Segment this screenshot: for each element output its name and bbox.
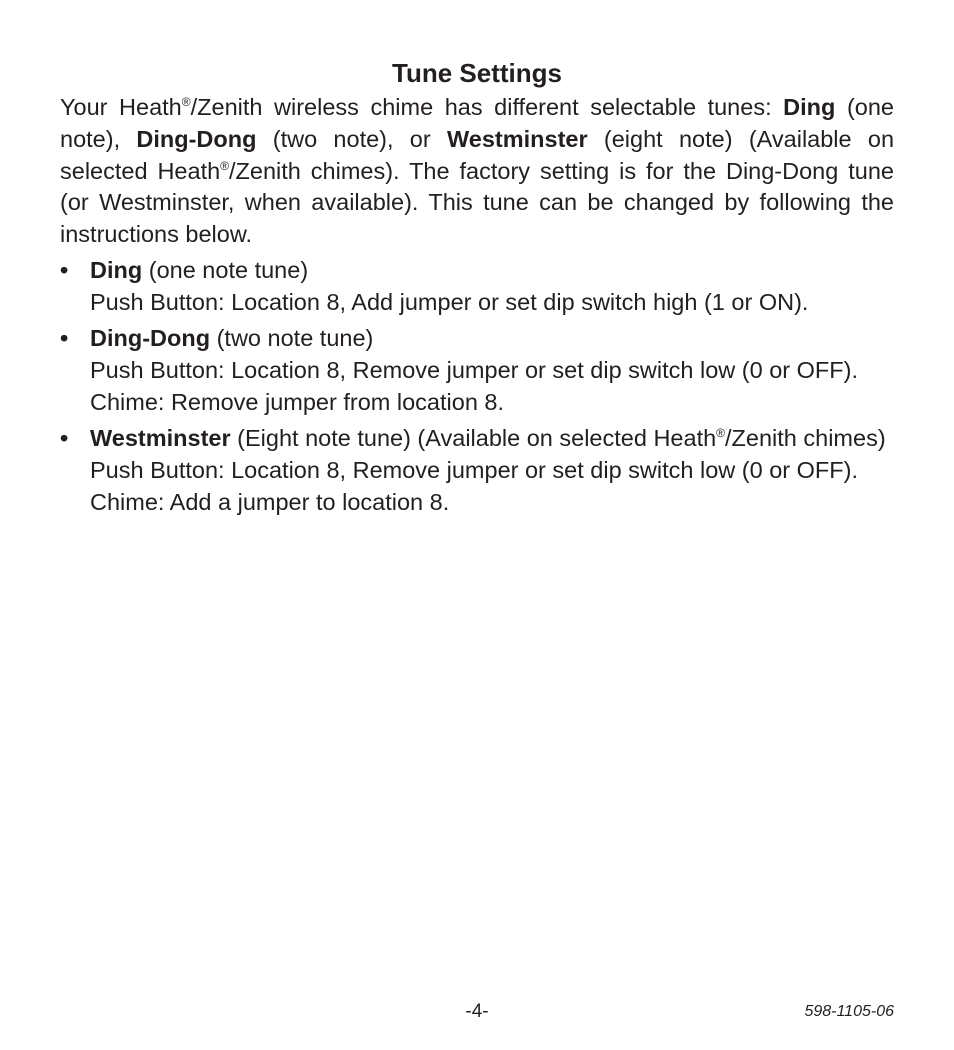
push-button-instruction: Push Button: Location 8, Remove jumper or set dip switch low (0 or OFF).	[90, 456, 858, 483]
tune-description: (Eight note tune) (Available on selected Heath	[230, 424, 717, 451]
chime-instruction: Chime: Remove jumper from location 8.	[90, 388, 505, 415]
registered-mark: ®	[716, 425, 726, 440]
tune-description: (two note tune)	[210, 325, 374, 352]
tune-name: Ding	[90, 256, 143, 283]
intro-text-5: (eight note) (Available on selected Heath	[60, 125, 895, 184]
chime-instruction: Chime: Add a jumper to location 8.	[90, 488, 450, 515]
tune-heading	[90, 255, 894, 287]
intro-text-1: Your Heath	[60, 94, 182, 120]
tune-heading	[90, 423, 894, 455]
intro-text-2: /Zenith wireless chime has different selectable tunes:	[190, 94, 784, 120]
intro-text-4: (two note), or	[256, 125, 447, 152]
bullet-icon: •	[60, 424, 69, 451]
registered-mark: ®	[220, 158, 230, 173]
tune-name: Ding-Dong	[90, 325, 211, 352]
push-button-instruction: Push Button: Location 8, Add jumper or set dip switch high (1 or ON).	[90, 288, 809, 315]
page-number: -4-	[465, 1001, 489, 1022]
page-title: Tune Settings	[392, 58, 562, 88]
document-page	[60, 54, 894, 523]
bullet-icon: •	[60, 256, 69, 283]
intro-ding: Ding	[783, 94, 836, 120]
intro-westminster: Westminster	[447, 125, 588, 152]
document-number: 598-1105-06	[804, 1003, 894, 1020]
registered-mark: ®	[181, 95, 191, 109]
list-item-westminster	[60, 423, 894, 518]
tune-list	[60, 255, 894, 518]
intro-text-6: /Zenith chimes). The factory setting is for the Ding-Dong tune (or Westminster, when available). This tune can be changed by following the instructions below.	[60, 157, 894, 248]
tune-name: Westminster	[90, 424, 231, 451]
intro-paragraph	[60, 92, 894, 251]
bullet-icon: •	[60, 325, 69, 352]
list-item-ding	[60, 255, 894, 319]
intro-ding-dong: Ding-Dong	[136, 125, 257, 152]
tune-description: (one note tune)	[142, 256, 309, 283]
push-button-instruction: Push Button: Location 8, Remove jumper or set dip switch low (0 or OFF).	[90, 356, 858, 383]
tune-heading	[90, 323, 894, 355]
tune-description-2: /Zenith chimes)	[725, 424, 886, 451]
list-item-ding-dong	[60, 323, 894, 418]
intro-text-3: (one note),	[60, 94, 894, 152]
